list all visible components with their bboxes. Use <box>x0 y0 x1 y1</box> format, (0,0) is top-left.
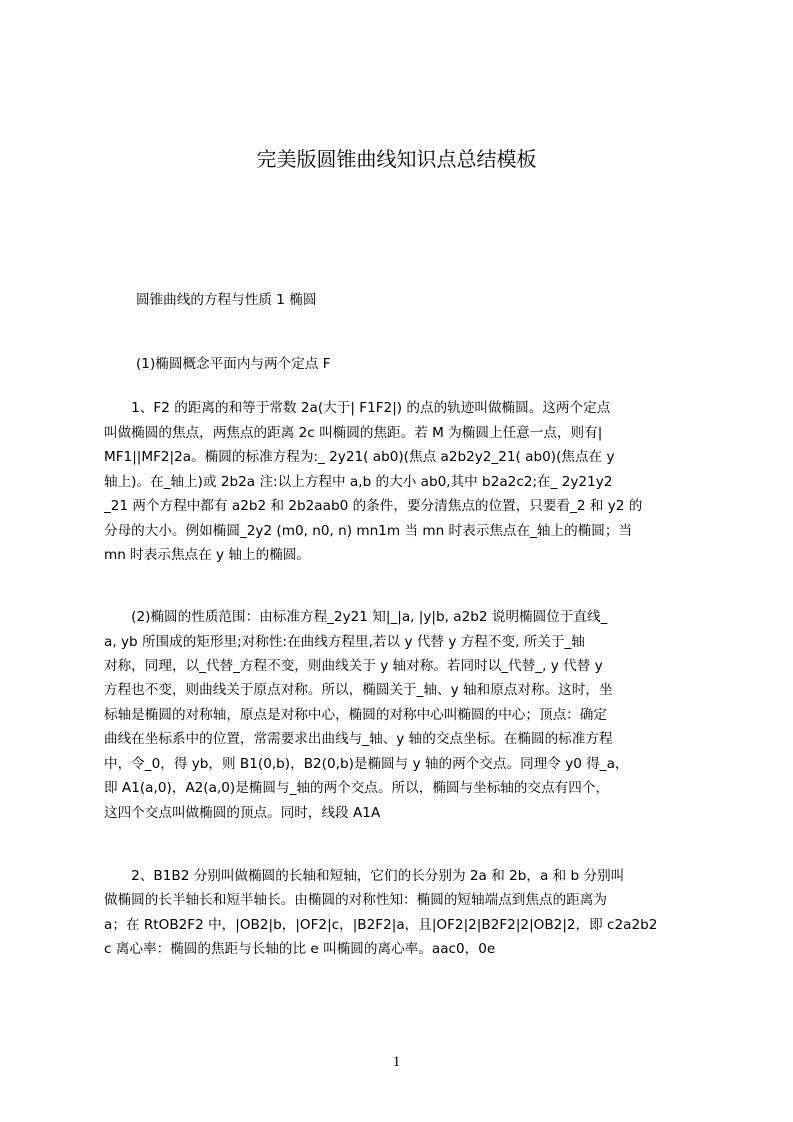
text-line: 中，令_0，得 yb，则 B1(0,b)，B2(0,b)是椭圆与 y 轴的两个交点。同理令 y0 得_a， <box>104 756 629 772</box>
text-line: a, yb 所围成的矩形里;对称性:在曲线方程里,若以 y 代替 y 方程不变, 所关于_轴 <box>104 634 585 650</box>
text-line: 即 A1(a,0)，A2(a,0)是椭圆与_轴的两个交点。所以，椭圆与坐标轴的交点有四个， <box>104 780 610 796</box>
document-title: 完美版圆锥曲线知识点总结模板 <box>256 147 537 171</box>
text-line: 2、B1B2 分别叫做椭圆的长轴和短轴，它们的长分别为 2a 和 2b，a 和 b 分别叫 <box>104 868 625 884</box>
text-line: mn 时表示焦点在 y 轴上的椭圆。 <box>104 547 310 563</box>
text-line: 做椭圆的长半轴长和短半轴长。由椭圆的对称性知：椭圆的短轴端点到焦点的距离为 <box>104 892 607 908</box>
text-line: MF1||MF2|2a。椭圆的标准方程为:_ 2y21( ab0)(焦点 a2b2y2_21( ab0)(焦点在 y <box>104 449 615 465</box>
text-line: 对称，同理，以_代替_方程不变，则曲线关于 y 轴对称。若同时以_代替_, y 代替 y <box>104 658 603 674</box>
page-number: 1 <box>392 1054 401 1070</box>
text-line: 这四个交点叫做椭圆的顶点。同时，线段 A1A <box>104 805 381 821</box>
text-line: a；在 RtOB2F2 中，|OB2|b，|OF2|c，|B2F2|a，且|OF2|2|B2F2|2|OB2|2，即 c2a2b2 <box>104 917 658 933</box>
text-line: 标轴是椭圆的对称轴，原点是对称中心，椭圆的对称中心叫椭圆的中心；顶点：确定 <box>104 707 607 723</box>
text-line: 曲线在坐标系中的位置，常需要求出曲线与_轴、y 轴的交点坐标。在椭圆的标准方程 <box>104 731 613 747</box>
text-line: (2)椭圆的性质范围：由标准方程_2y21 知|_|a, |y|b, a2b2 说明椭圆位于直线_ <box>104 609 608 625</box>
subsection-heading: (1)椭圆概念平面内与两个定点 F <box>136 356 331 372</box>
text-line: 轴上)。在_轴上)或 2b2a 注:以上方程中 a,b 的大小 ab0,其中 b2a2c2;在_ 2y21y2 <box>104 474 613 490</box>
text-line: c 离心率：椭圆的焦距与长轴的比 e 叫椭圆的离心率。aac0，0e <box>104 941 496 957</box>
section-heading: 圆锥曲线的方程与性质 1 椭圆 <box>136 292 317 308</box>
text-line: 方程也不变，则曲线关于原点对称。所以，椭圆关于_轴、y 轴和原点对称。这时，坐 <box>104 682 613 698</box>
text-line: 1、F2 的距离的和等于常数 2a(大于| F1F2|) 的点的轨迹叫做椭圆。这两个定点 <box>104 400 611 416</box>
text-line: 分母的大小。例如椭圆_2y2 (m0, n0, n) mn1m 当 mn 时表示焦点在_轴上的椭圆；当 <box>104 523 633 539</box>
text-line: _21 两个方程中都有 a2b2 和 2b2aab0 的条件，要分清焦点的位置，只要看_2 和 y2 的 <box>104 498 643 514</box>
text-line: 叫做椭圆的焦点，两焦点的距离 2c 叫椭圆的焦距。若 M 为椭圆上任意一点，则有| <box>104 425 603 441</box>
